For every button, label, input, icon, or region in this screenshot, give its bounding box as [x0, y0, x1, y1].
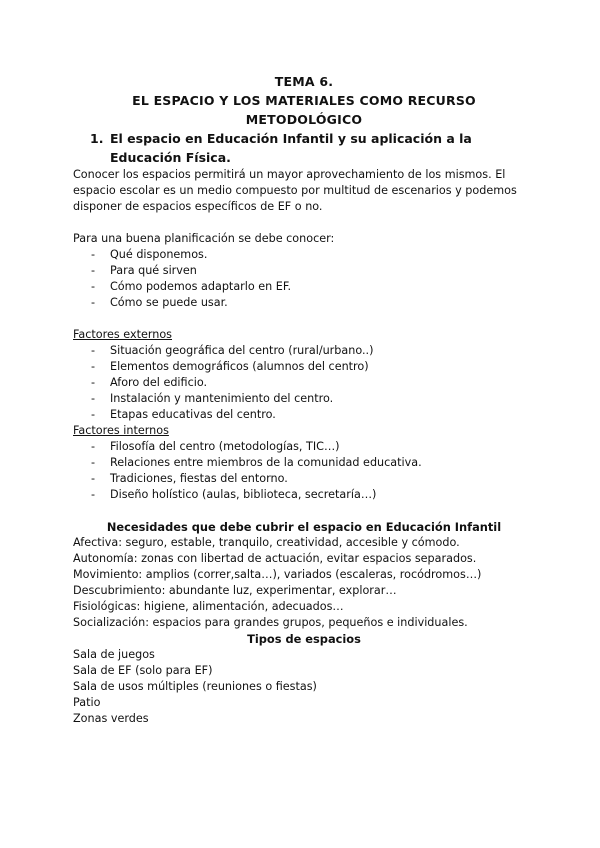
needs-heading: Necesidades que debe cubrir el espacio en Educación Infantil — [106, 520, 502, 534]
list-item: - Tradiciones, fiestas del entorno. — [73, 471, 535, 487]
types-heading: Tipos de espacios — [247, 632, 361, 646]
list-item: - Etapas educativas del centro. — [73, 407, 535, 423]
types-line: Sala de juegos — [73, 648, 155, 661]
list-item: - Cómo podemos adaptarlo en EF. — [73, 279, 535, 295]
list-item: - Filosofía del centro (metodologías, TIC…) — [73, 439, 535, 455]
types-list — [73, 647, 535, 727]
list-item: - Relaciones entre miembros de la comunidad educativa. — [73, 455, 535, 471]
types-line: Zonas verdes — [73, 712, 149, 725]
document-title: EL ESPACIO Y LOS MATERIALES COMO RECURSO METODOLÓGICO — [132, 93, 476, 127]
types-line: Sala de EF (solo para EF) — [73, 664, 213, 677]
needs-line: Descubrimiento: abundante luz, experimentar, explorar… — [73, 584, 397, 597]
list-item: - Situación geográfica del centro (rural/urbano..) — [73, 343, 535, 359]
types-line: Patio — [73, 696, 101, 709]
list-item: - Para qué sirven — [73, 263, 535, 279]
section-title: El espacio en Educación Infantil y su aplicación a la Educación Física. — [110, 131, 472, 165]
needs-line: Afectiva: seguro, estable, tranquilo, creatividad, accesible y cómodo. — [73, 536, 460, 549]
list-item: - Qué disponemos. — [73, 247, 535, 263]
topic-title: TEMA 6. — [274, 74, 334, 89]
needs-line: Socialización: espacios para grandes grupos, pequeños e individuales. — [73, 616, 468, 629]
list-item: - Diseño holístico (aulas, biblioteca, secretaría…) — [73, 487, 535, 503]
intro-line: disponer de espacios específicos de EF o no. — [73, 200, 323, 213]
internal-factors-heading: Factores internos — [73, 424, 169, 437]
list-item: - Instalación y mantenimiento del centro. — [73, 391, 535, 407]
needs-line: Fisiológicas: higiene, alimentación, adecuados… — [73, 600, 344, 613]
needs-list — [73, 535, 535, 631]
section-heading — [90, 129, 535, 167]
needs-line: Autonomía: zonas con libertad de actuación, evitar espacios separados. — [73, 552, 477, 565]
planning-lead: Para una buena planificación se debe conocer: — [73, 232, 335, 245]
external-factors-list — [73, 343, 535, 423]
document-page — [73, 72, 535, 727]
intro-line: Conocer los espacios permitirá un mayor aprovechamiento de los mismos. El — [73, 168, 506, 181]
needs-line: Movimiento: amplios (correr,salta…), variados (escaleras, rocódromos…) — [73, 568, 482, 581]
list-item: - Cómo se puede usar. — [73, 295, 535, 311]
intro-line: espacio escolar es un medio compuesto por multitud de escenarios y podemos — [73, 184, 517, 197]
intro-paragraph — [73, 167, 535, 215]
types-line: Sala de usos múltiples (reuniones o fiestas) — [73, 680, 317, 693]
list-item: - Aforo del edificio. — [73, 375, 535, 391]
planning-list — [73, 247, 535, 311]
list-item: - Elementos demográficos (alumnos del centro) — [73, 359, 535, 375]
section-number: 1. — [90, 131, 104, 146]
internal-factors-list — [73, 439, 535, 503]
external-factors-heading: Factores externos — [73, 328, 173, 341]
